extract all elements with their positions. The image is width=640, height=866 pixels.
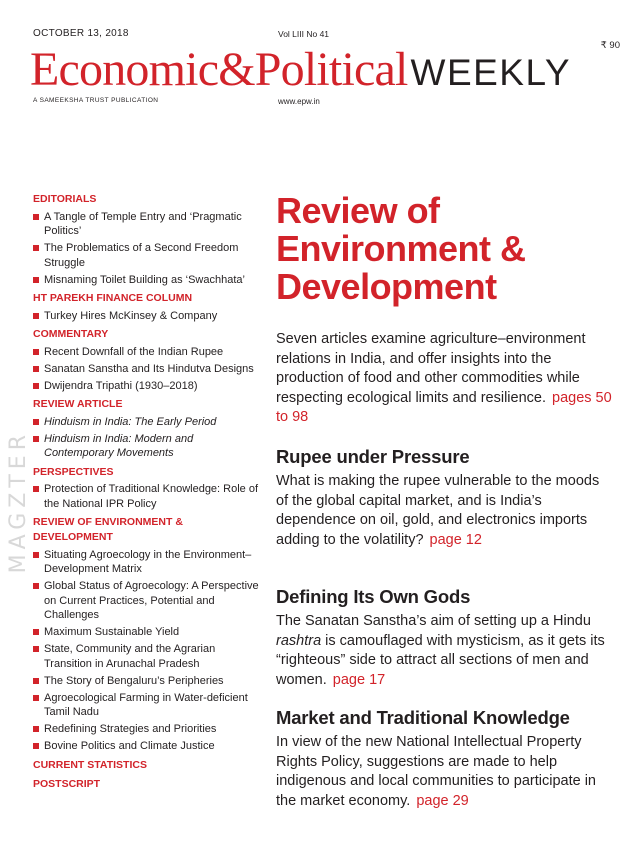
- toc-heading-ht-parekh: HT PAREKH FINANCE COLUMN: [33, 292, 193, 304]
- volume-number: Vol LIII No 41: [278, 29, 330, 39]
- bullet-icon: [33, 743, 39, 749]
- bullet-icon: [33, 726, 39, 732]
- bullet-icon: [33, 629, 39, 635]
- masthead-logo: [30, 42, 620, 98]
- main-feature-text: Seven articles examine agriculture–environment relations in India, and offer insights into the production of food and other commodities while respecting ecological limits and resilience.: [276, 331, 586, 406]
- toc-heading-editorials: EDITORIALS: [33, 193, 97, 205]
- toc-item-label: Bovine Politics and Climate Justice: [44, 740, 215, 752]
- bullet-icon: [33, 366, 39, 372]
- feature-title-market: Market and Traditional Knowledge: [276, 707, 570, 728]
- feature-page-link[interactable]: page 17: [332, 671, 386, 688]
- website: www.epw.in: [278, 97, 320, 106]
- toc-item[interactable]: [33, 691, 265, 720]
- feature-page-link[interactable]: page 12: [429, 531, 482, 548]
- toc-item[interactable]: [33, 415, 265, 430]
- toc-item-label: Sanatan Sanstha and Its Hindutva Designs: [44, 362, 254, 375]
- toc-item-label: Hinduism in India: The Early Period: [44, 415, 217, 428]
- toc-item-label: Protection of Traditional Knowledge: Role of the National IPR Policy: [44, 483, 259, 510]
- toc-item[interactable]: [33, 722, 265, 737]
- bullet-icon: [33, 245, 39, 251]
- issue-date: OCTOBER 13, 2018: [33, 28, 129, 39]
- feature-text-italic: rashtra: [276, 632, 322, 649]
- table-of-contents: [33, 192, 265, 792]
- bullet-icon: [33, 214, 39, 220]
- logo-red-text: Economic&Political: [30, 43, 408, 96]
- bullet-icon: [33, 695, 39, 701]
- toc-item[interactable]: [33, 642, 265, 671]
- bullet-icon: [33, 646, 39, 652]
- toc-item-label: The Story of Bengaluru’s Peripheries: [44, 674, 224, 687]
- toc-item-label: Redefining Strategies and Priorities: [44, 723, 217, 735]
- feature-title-rupee: Rupee under Pressure: [276, 446, 470, 467]
- toc-item-label: Situating Agroecology in the Environment–Development Matrix: [44, 548, 252, 575]
- toc-item[interactable]: [33, 482, 265, 511]
- toc-item[interactable]: [33, 739, 265, 754]
- watermark: MAGZTER: [6, 430, 31, 574]
- bullet-icon: [33, 583, 39, 589]
- bullet-icon: [33, 436, 39, 442]
- toc-item-label: A Tangle of Temple Entry and ‘Pragmatic Politics’: [44, 210, 242, 237]
- toc-item-label: Turkey Hires McKinsey & Company: [44, 309, 218, 322]
- bullet-icon: [33, 313, 39, 319]
- main-feature-pages[interactable]: pages 50 to 98: [276, 389, 612, 425]
- feature-description-rupee: [276, 472, 610, 550]
- toc-item-label: Maximum Sustainable Yield: [44, 626, 180, 638]
- feature-text: is camouflaged with mysticism, as it gets its “righteous” side to attract all sections of men and women.: [276, 632, 605, 688]
- toc-item-label: The Problematics of a Second Freedom Struggle: [44, 242, 239, 269]
- toc-item[interactable]: [33, 309, 265, 324]
- price: ₹ 90: [600, 40, 620, 51]
- toc-item[interactable]: [33, 548, 265, 577]
- tagline: A SAMEEKSHA TRUST PUBLICATION: [33, 97, 159, 104]
- bullet-icon: [33, 349, 39, 355]
- bullet-icon: [33, 419, 39, 425]
- toc-heading-current-statistics[interactable]: CURRENT STATISTICS: [33, 758, 147, 771]
- toc-item[interactable]: [33, 625, 265, 640]
- toc-item-label: Global Status of Agroecology: A Perspective on Current Practices, Potential and Challenges: [44, 580, 259, 621]
- feature-text: In view of the new National Intellectual Property Rights Policy, suggestions are made to help indigenous and local communities to participate in the market economy.: [276, 734, 596, 809]
- toc-heading-postscript[interactable]: POSTSCRIPT: [33, 777, 101, 790]
- toc-item[interactable]: [33, 674, 265, 689]
- toc-item[interactable]: [33, 345, 265, 360]
- logo-weekly-text: WEEKLY: [410, 52, 571, 93]
- toc-item[interactable]: [33, 273, 265, 288]
- feature-text: What is making the rupee vulnerable to the moods of the global capital market, and is India’s dependence on oil, gold, and electronics imports adding to the volatility?: [276, 473, 600, 548]
- toc-heading-review-environment: REVIEW OF ENVIRONMENT & DEVELOPMENT: [33, 516, 183, 543]
- toc-item[interactable]: [33, 432, 265, 461]
- bullet-icon: [33, 383, 39, 389]
- bullet-icon: [33, 486, 39, 492]
- toc-heading-commentary: COMMENTARY: [33, 328, 109, 340]
- toc-item[interactable]: [33, 379, 265, 394]
- toc-heading-review-article: REVIEW ARTICLE: [33, 398, 123, 410]
- toc-item-label: Dwijendra Tripathi (1930–2018): [44, 379, 198, 392]
- toc-item-label: Recent Downfall of the Indian Rupee: [44, 345, 224, 358]
- bullet-icon: [33, 277, 39, 283]
- feature-description-gods: [276, 612, 610, 690]
- feature-page-link[interactable]: page 29: [416, 792, 469, 809]
- toc-item[interactable]: [33, 241, 265, 270]
- toc-item-label: Hinduism in India: Modern and Contemporary Movements: [44, 432, 194, 459]
- bullet-icon: [33, 552, 39, 558]
- main-feature-title: Review of Environment & Development: [276, 190, 526, 307]
- toc-item-label: Agroecological Farming in Water-deficient Tamil Nadu: [44, 691, 248, 718]
- main-feature-description: [276, 330, 616, 428]
- bullet-icon: [33, 678, 39, 684]
- feature-title-gods: Defining Its Own Gods: [276, 586, 471, 607]
- toc-item[interactable]: [33, 362, 265, 377]
- feature-text: The Sanatan Sanstha’s aim of setting up a Hindu: [276, 613, 591, 629]
- toc-item[interactable]: [33, 210, 265, 239]
- toc-item-label: State, Community and the Agrarian Transition in Arunachal Pradesh: [44, 643, 216, 670]
- toc-item-label: Misnaming Toilet Building as ‘Swachhata’: [44, 273, 245, 286]
- toc-heading-perspectives: PERSPECTIVES: [33, 465, 114, 478]
- feature-description-market: [276, 733, 610, 811]
- toc-item[interactable]: [33, 579, 265, 623]
